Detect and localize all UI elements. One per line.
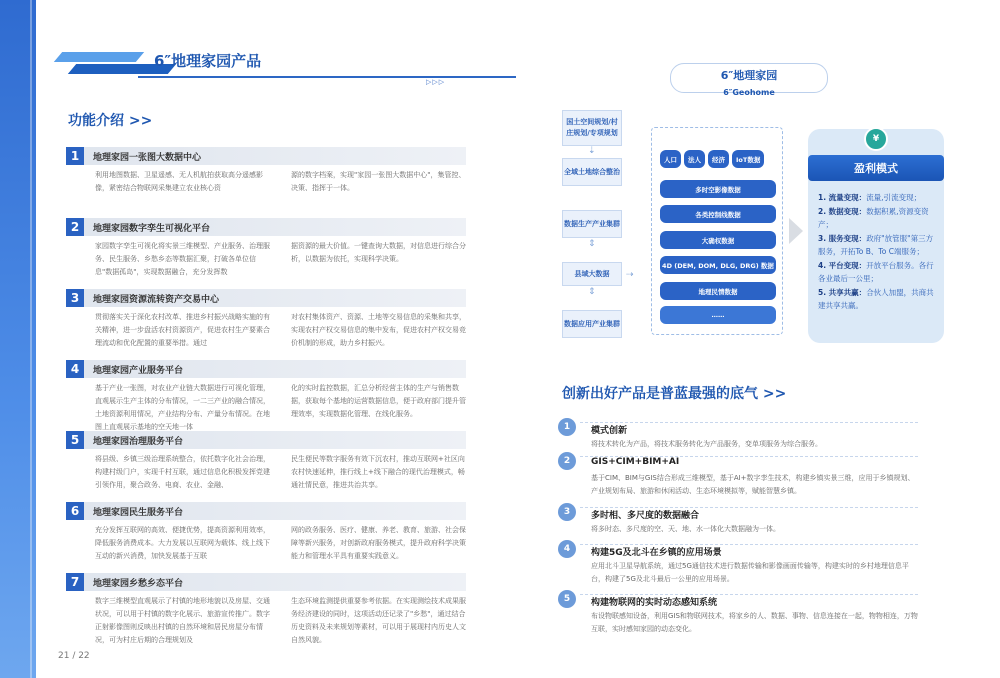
feature-number: 3 — [66, 289, 84, 307]
arrow-right-icon: ⇢ — [626, 270, 634, 280]
feature-text-left: 家园数字孪生可视化将实景三维模型、产业服务、治理服务、民生服务、乡愁乡态等数据汇聚，打破各单位信息"数据孤岛"，实现数据融合，充分发挥数 — [95, 242, 270, 276]
data-pill: 经济 — [708, 150, 729, 168]
arrow-icon: ⇕ — [588, 287, 596, 297]
feature-header — [66, 218, 466, 236]
feature-header — [66, 289, 466, 307]
data-pill: 法人 — [684, 150, 705, 168]
advantage-title: 多时相、多尺度的数据融合 — [591, 511, 700, 521]
feature-header — [66, 573, 466, 591]
header-banner — [58, 48, 478, 86]
feature-text-left: 数字三维模型直观展示了村镇的地形地貌以及房屋、交通状况，可以用于村镇的数字化展示、旅游宣传推广。数字正射影像图则反映出村镇的自然环境和居民房屋分布情况，可为村庄后期的合理规划及 — [95, 597, 270, 644]
feature-item — [66, 147, 466, 218]
profit-item: 2. 数据变现：数据积累,资源变资产； — [818, 207, 929, 229]
profit-item: 4. 平台变现：开放平台服务。各行各业最后一公里； — [818, 261, 934, 283]
feature-header — [66, 147, 466, 165]
diagram-title-badge — [670, 63, 828, 97]
feature-text-left: 将县级、乡镇三级治理系统整合，依托数字化社会治理，构建村级门户，实现千村互联，通过信息化积极发挥党建引领作用，聚合政务、电商、农业、金融、 — [95, 455, 270, 489]
number-badge: 1 — [558, 418, 576, 436]
arrow-icon: ⇣ — [588, 146, 596, 156]
profit-item: 1. 流量变现：流量,引流变现； — [818, 193, 922, 202]
feature-item — [66, 431, 466, 502]
data-center-panel — [651, 127, 783, 335]
feature-header — [66, 360, 466, 378]
source-box: 国土空间规划/村庄规划/专项规划 — [562, 110, 622, 146]
advantage-desc: 将技术转化为产品，将技术服务转化为产品服务，变单项服务为综合服务。 — [591, 440, 822, 448]
feature-text-left: 充分发挥互联网的高效、便捷优势，提高资源利用效率，降低服务消费成本。大力发展以互联网为载体、线上线下互动的新兴消费，加快发展基于互联 — [95, 526, 270, 560]
feature-number: 6 — [66, 502, 84, 520]
page-title: 6″地理家园产品 — [154, 52, 262, 70]
arrow-icon: ⇕ — [588, 239, 596, 249]
data-pill: 4D (DEM, DOM, DLG, DRG) 数据 — [660, 256, 776, 274]
feature-text-left: 利用地图数据、卫星遥感、无人机航拍获取高分遥感影像，紧密结合物联网采集建立农业核心资 — [95, 171, 263, 192]
profit-list — [818, 191, 940, 313]
features-list — [66, 147, 466, 644]
feature-number: 7 — [66, 573, 84, 591]
page-number: 21 / 22 — [58, 651, 90, 661]
chevron-right-icon — [789, 218, 803, 244]
source-box: 数据应用产业集群 — [562, 310, 622, 338]
data-pill: 各类控制线数据 — [660, 205, 776, 223]
banner-stripe — [54, 52, 144, 62]
feature-number: 1 — [66, 147, 84, 165]
feature-item — [66, 573, 466, 644]
feature-item — [66, 360, 466, 431]
feature-text-right: 据资源的最大价值。一键查询大数据，对信息进行综合分析，以数据为依托，实现科学决策。 — [291, 242, 466, 263]
feature-text-left: 基于产业一张图，对农业产业链大数据进行可视化管理，直观展示生产主体的分布情况，一二三产业的融合情况，土地资源利用情况，产业结构分布、产量分布情况。在地图上直观展示基地的空天地一体 — [95, 384, 270, 431]
data-pill: …… — [660, 306, 776, 324]
advantage-desc: 应用北斗卫星导航系统，通过5G通信技术进行数据传输和影像画面传输等，构建实时的乡村地理信息平台，构建了5G及北斗最后一公里的应用场景。 — [591, 562, 909, 583]
feature-text-right: 对农村集体资产、资源、土地等交易信息的采集和共享，实现农村产权交易信息的集中发布，促进农村产权交易竞价机制的形成，助力乡村振兴。 — [291, 313, 466, 347]
advantage-title: GIS+CIM+BIM+AI — [591, 457, 680, 467]
feature-number: 2 — [66, 218, 84, 236]
feature-number: 5 — [66, 431, 84, 449]
advantage-desc: 布设物联感知设备，利用GIS和物联网技术，将家乡的人、数据、事物、信息连接在一起，物物相连，万物互联，实时感知家园的动态变化。 — [591, 612, 918, 633]
source-box: 全域土地综合整治 — [562, 158, 622, 186]
feature-text-right: 源的数字档案，实现"家园一张图大数据中心"，集管控、决策、指挥于一体。 — [291, 171, 466, 192]
feature-item — [66, 502, 466, 573]
feature-header — [66, 431, 466, 449]
data-pill: IoT数据 — [732, 150, 764, 168]
data-pill: 地理民情数据 — [660, 282, 776, 300]
number-badge: 5 — [558, 590, 576, 608]
diagram-subtitle: 6″Geohome — [723, 88, 775, 97]
feature-number: 4 — [66, 360, 84, 378]
advantages-section-title: 创新出好产品是普蓝最强的底气 >> — [562, 386, 787, 402]
diagram-title: 6″地理家园 — [720, 69, 778, 82]
source-box: 数据生产产业集群 — [562, 210, 622, 238]
feature-title: 地理家园治理服务平台 — [93, 436, 184, 447]
advantage-title: 模式创新 — [591, 426, 628, 436]
data-pill: 人口 — [660, 150, 681, 168]
feature-text-right: 生态环境监测提供重要参考依据。在实现测绘技术成果服务经济建设的同时，这项活动还记录了"乡愁"，通过结合历史资料及未来规划等素材，可以用于展现村内历史人文自然风貌。 — [291, 597, 466, 644]
feature-title: 地理家园资源流转资产交易中心 — [93, 294, 220, 305]
divider — [580, 422, 918, 423]
feature-title: 地理家园乡愁乡态平台 — [93, 578, 184, 589]
feature-title: 地理家园数字孪生可视化平台 — [93, 223, 211, 234]
advantage-desc: 基于CIM、BIM与GIS结合形成三维模型，基于AI+数字孪生技术，构建乡镇实景三维，应用于乡镇规划、产业规划布局、旅游和休闲活动、生态环境模拟等，赋能智慧乡镇。 — [591, 474, 915, 495]
advantage-title: 构建5G及北斗在乡镇的应用场景 — [591, 548, 722, 558]
source-box: 县域大数据 — [562, 262, 622, 286]
number-badge: 2 — [558, 452, 576, 470]
feature-title: 地理家园一张图大数据中心 — [93, 152, 202, 163]
left-decorative-strip — [0, 0, 36, 678]
data-pill: 多时空影像数据 — [660, 180, 776, 198]
profit-title: 盈利模式 — [808, 155, 944, 181]
advantage-desc: 将多时态、多尺度的空、天、地、水一体化大数据融为一体。 — [591, 525, 780, 533]
number-badge: 3 — [558, 503, 576, 521]
feature-item — [66, 289, 466, 360]
profit-item: 3. 服务变现：政府"放管服"第三方服务，开拓To B、To C端服务； — [818, 234, 934, 256]
number-badge: 4 — [558, 540, 576, 558]
feature-text-left: 贯彻落实关于深化农村改革、推进乡村振兴战略实施的有关精神，进一步盘活农村资源资产，促进农村生产要素合理流动和优化配置的重要举措。通过 — [95, 313, 270, 347]
top-pill-row — [660, 150, 764, 168]
feature-header — [66, 502, 466, 520]
banner-underline — [138, 76, 516, 78]
coin-icon: ¥ — [864, 127, 888, 151]
feature-item — [66, 218, 466, 289]
arrows-icon: ▷▷▷ — [426, 78, 446, 86]
feature-text-right: 化的实时监控数据，汇总分析经营主体的生产与销售数据，获取每个基地的运营数据信息，便于政府部门提升管理效率，实现数据化管理、在线化服务。 — [291, 384, 466, 418]
profit-model-card — [808, 129, 944, 343]
feature-text-right: 网的政务服务、医疗、健康、养老、教育、旅游、社会保障等新兴服务，对创新政府服务模式，提升政府科学决策能力和管理水平具有重要实践意义。 — [291, 526, 466, 560]
data-pill: 大确权数据 — [660, 231, 776, 249]
feature-title: 地理家园民生服务平台 — [93, 507, 184, 518]
features-section-title: 功能介绍 >> — [68, 113, 153, 129]
feature-title: 地理家园产业服务平台 — [93, 365, 184, 376]
profit-item: 5. 共享共赢：合伙人加盟，共商共建共享共赢。 — [818, 288, 934, 310]
advantage-title: 构建物联网的实时动态感知系统 — [591, 598, 718, 608]
feature-text-right: 民生便民等数字服务有效下沉农村，推动互联网+社区向农村快速延伸，推行线上+线下融合的现代治理模式，畅通社情民意，推进共治共享。 — [291, 455, 465, 489]
